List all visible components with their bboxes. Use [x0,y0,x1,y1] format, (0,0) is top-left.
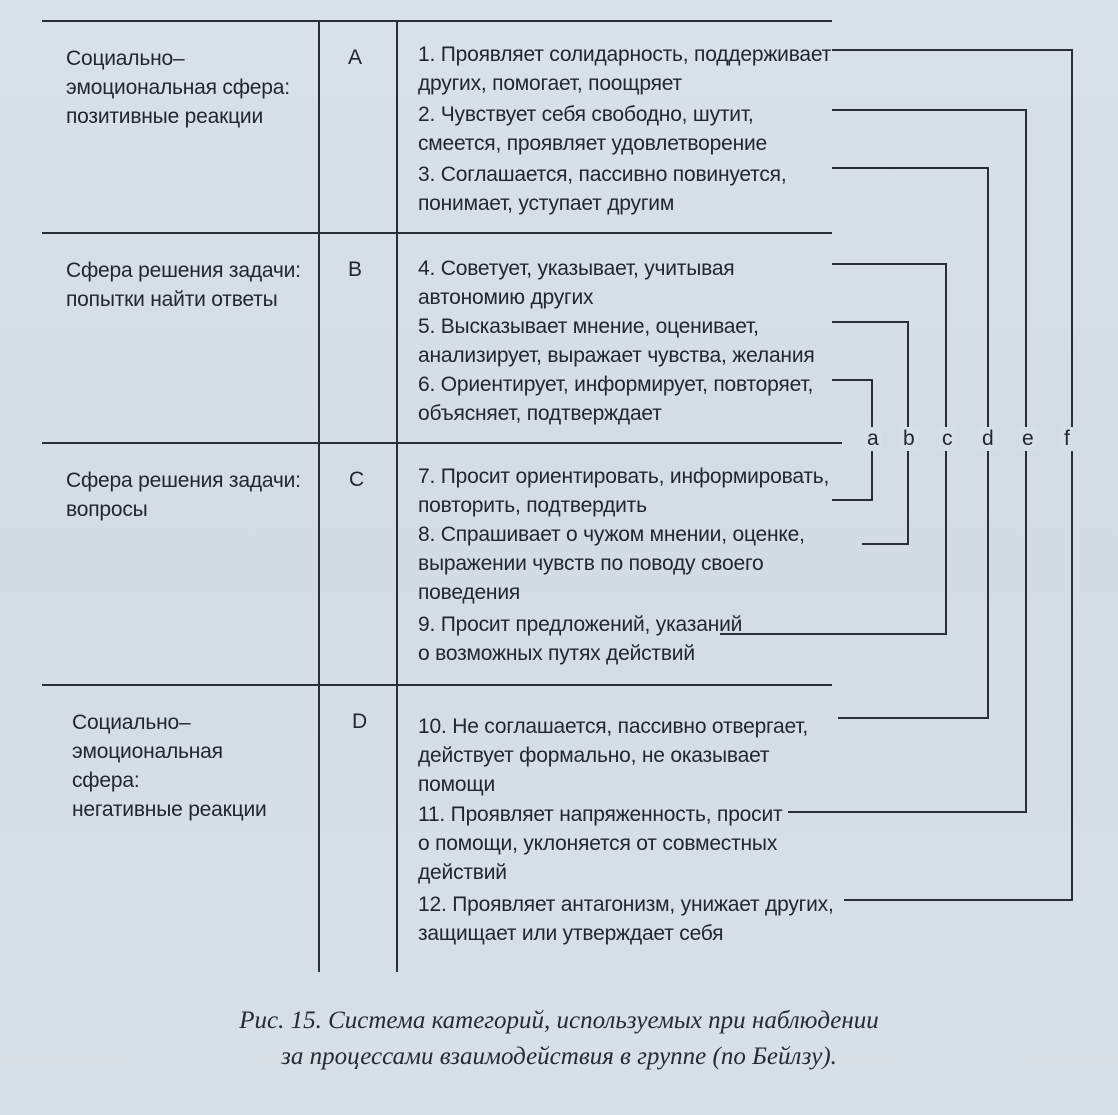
bracket-f [832,50,1072,900]
area-code-a: A [348,46,363,69]
category-5: 5. Высказывает мнение, оценивает, анализирует, выражает чувства, желания [418,315,815,367]
figure-caption-line-1: Рис. 15. Система категорий, используемых при наблюдении [239,1007,879,1034]
figure-caption-line-2: за процессами взаимодействия в группе (по Бейлзу). [281,1043,837,1070]
bracket-label-c: c [939,427,956,451]
category-9: 9. Просит предложений, указаний о возможных путях действий [418,613,743,665]
area-code-b: B [348,258,363,281]
bracket-label-a: a [864,427,882,451]
area-code-d: D [352,710,368,733]
bracket-label-e: e [1019,427,1037,451]
bracket-label-f: f [1061,427,1073,451]
category-2: 2. Чувствует себя свободно, шутит, смеется, проявляет удовлетворение [418,103,767,155]
category-4: 4. Советует, указывает, учитывая автономию других [418,257,735,309]
category-11: 11. Проявляет напряженность, просит о помощи, уклоняется от совместных действий [418,803,783,884]
bracket-label-b: b [900,427,918,451]
category-10: 10. Не соглашается, пассивно отвергает, действует формально, не оказывает помощи [418,715,809,796]
category-7: 7. Просит ориентировать, информировать, повторить, подтвердить [418,465,830,517]
category-3: 3. Соглашается, пассивно повинуется, понимает, уступает другим [418,163,787,215]
area-name-a: Социально– эмоциональная сфера: позитивные реакции [66,47,290,128]
area-code-c: C [349,468,365,491]
bracket-label-d: d [979,427,997,451]
category-12: 12. Проявляет антагонизм, унижает других, защищает или утверждает себя [418,893,834,945]
category-1: 1. Проявляет солидарность, поддерживает других, помогает, поощряет [418,43,832,95]
category-8: 8. Спрашивает о чужом мнении, оценке, выражении чувств по поводу своего поведения [418,523,805,604]
area-name-c: Сфера решения задачи: вопросы [66,469,301,521]
area-name-b: Сфера решения задачи: попытки найти ответы [66,259,301,311]
area-name-d: Социально– эмоциональная сфера: негативные реакции [72,711,267,821]
category-6: 6. Ориентирует, информирует, повторяет, объясняет, подтверждает [418,373,814,425]
